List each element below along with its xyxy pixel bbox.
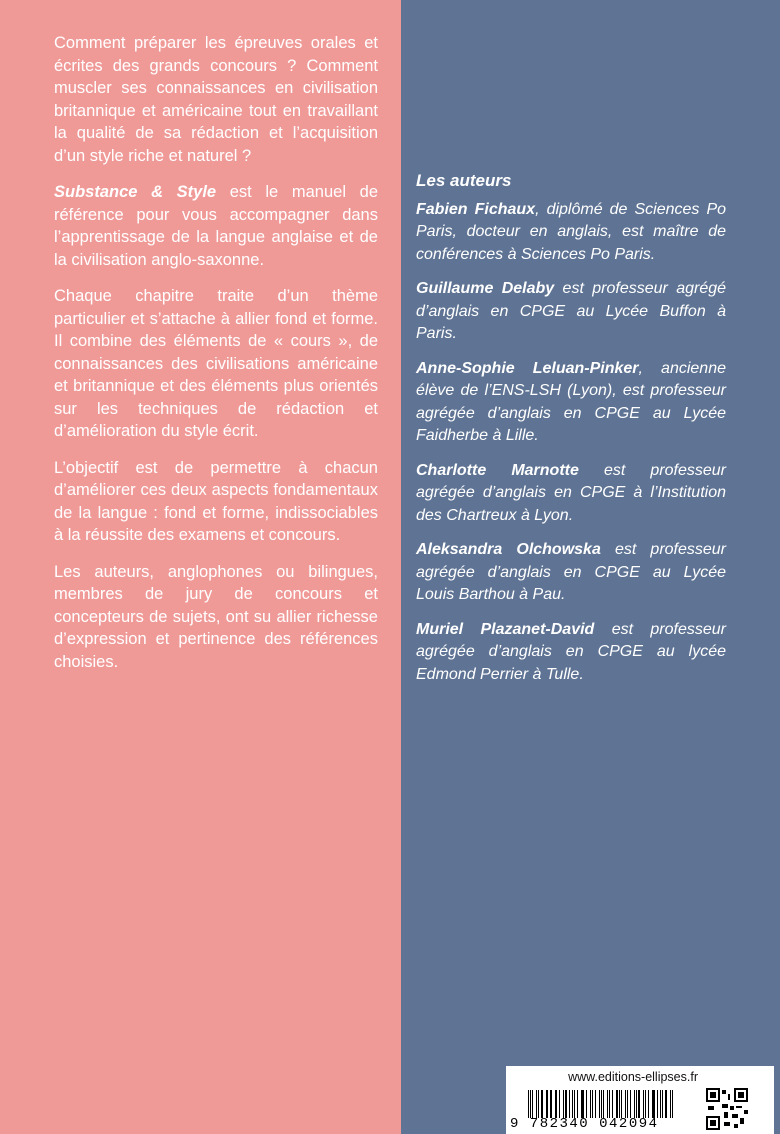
author-bio: , ancienne élève de l’ENS-LSH (Lyon), est professeur agrégée d’anglais en CPGE au Lycée Faidherbe à Lille. — [416, 359, 726, 444]
author-bio: est professeur agrégée d’anglais en CPGE à l’Institution des Chartreux à Lyon. — [416, 461, 726, 524]
blurb-paragraph-3: Chaque chapitre traite d’un thème particulier et s’attache à allier fond et forme. Il combine des éléments de « cours », de connaissances des civilisations américaine et britannique et des éléments plus orientés sur les techniques de rédaction et d’amélioration du style écrit. — [54, 287, 378, 440]
author-name: Muriel Plazanet-David — [416, 620, 595, 638]
barcode-bar — [572, 1090, 573, 1118]
barcode-bar — [625, 1090, 626, 1118]
barcode-bar — [550, 1090, 551, 1118]
author-bio: est professeur agrégée d’anglais en CPGE au lycée Edmond Perrier à Tulle. — [416, 620, 727, 683]
blurb-paragraph-4: L’objectif est de permettre à chacun d’améliorer ces deux aspects fondamentaux de la langue : fond et forme, indissociables à la réussite des examens et concours. — [54, 458, 378, 544]
barcode-bar — [652, 1090, 653, 1118]
barcode-bar — [636, 1090, 637, 1118]
isbn-number: 9 782340 042094 — [510, 1116, 659, 1132]
blurb-paragraph-2 — [54, 181, 378, 271]
blurb — [54, 32, 378, 687]
barcode-bar — [555, 1090, 556, 1118]
book-title: Substance & Style — [54, 183, 217, 201]
barcode-bar — [577, 1090, 578, 1118]
barcode-bar — [563, 1090, 565, 1118]
barcode-bar — [643, 1090, 644, 1118]
barcode-bar — [660, 1090, 661, 1118]
authors-section — [416, 170, 726, 698]
barcode-bar — [638, 1090, 640, 1118]
barcode-bar — [627, 1090, 628, 1118]
barcode-bar — [528, 1090, 529, 1118]
barcode-bar — [619, 1090, 620, 1118]
barcode-bar — [657, 1090, 658, 1118]
author-name: Charlotte Marnotte — [416, 461, 579, 479]
blurb-paragraph-5: Les auteurs, anglophones ou bilingues, membres de jury de concours et concepteurs de sujets, ont su allier richesse d’expression et pertinence des références choisies. — [54, 562, 378, 671]
barcode-bar — [556, 1090, 557, 1118]
barcode-bar — [559, 1090, 560, 1118]
author-entry — [416, 539, 726, 607]
author-name: Fabien Fichaux — [416, 200, 536, 218]
barcode-bar — [653, 1090, 654, 1118]
barcode-bar — [601, 1090, 602, 1118]
barcode-bar — [565, 1090, 566, 1118]
author-entry — [416, 278, 726, 346]
author-entry — [416, 358, 726, 448]
barcode-bar — [645, 1090, 646, 1118]
author-name: Anne-Sophie Leluan-Pinker — [416, 359, 639, 377]
barcode-bar — [547, 1090, 548, 1118]
barcode-bar — [612, 1090, 613, 1118]
barcode-bar — [541, 1090, 543, 1118]
barcode-bar — [634, 1090, 635, 1118]
author-name: Aleksandra Olchowska — [416, 541, 601, 558]
barcode-bar — [586, 1090, 588, 1118]
qr-code — [706, 1088, 748, 1130]
author-entry — [416, 460, 726, 528]
barcode-bar — [621, 1090, 622, 1118]
blurb-paragraph-2-text: est le manuel de référence pour vous accompagner dans l’apprentissage de la langue anglaise et de la civilisation anglo-saxonne. — [54, 183, 378, 269]
barcode-bar — [595, 1090, 596, 1118]
author-bio: est professeur agrégé d’anglais en CPGE au Lycée Buffon à Paris. — [416, 280, 727, 342]
barcode-bar — [532, 1090, 533, 1118]
barcode-bar — [590, 1090, 591, 1118]
barcode-bar — [670, 1090, 671, 1118]
barcode-bar — [616, 1090, 618, 1118]
barcode-bar — [569, 1090, 570, 1118]
barcode-bar — [607, 1090, 608, 1118]
author-name: Guillaume Delaby — [416, 280, 555, 297]
author-bio: , diplômé de Sciences Po Paris, docteur en anglais, est maître de conférences à Sciences Po Paris. — [416, 200, 727, 263]
barcode-bar — [662, 1090, 663, 1118]
author-entry — [416, 619, 726, 687]
barcode-bar — [530, 1090, 531, 1118]
barcode-bar — [592, 1090, 593, 1118]
publisher-website: www.editions-ellipses.fr — [568, 1070, 698, 1084]
barcode — [528, 1090, 674, 1118]
blurb-paragraph-1: Comment préparer les épreuves orales et écrites des grands concours ? Comment muscler ses connaissances en civilisation britannique et américaine tout en travaillant la qualité de sa rédaction et l’acquisition d’un style riche et naturel ? — [54, 34, 378, 165]
barcode-bar — [599, 1090, 600, 1118]
barcode-bar — [603, 1090, 604, 1118]
barcode-bar — [546, 1090, 547, 1118]
barcode-bar — [582, 1090, 583, 1118]
barcode-bar — [538, 1090, 539, 1118]
barcode-bar — [536, 1090, 537, 1118]
barcode-bar — [630, 1090, 631, 1118]
barcode-bar — [672, 1090, 673, 1118]
barcode-bar — [609, 1090, 610, 1118]
barcode-box — [506, 1066, 774, 1134]
barcode-bar — [648, 1090, 649, 1118]
authors-heading: Les auteurs — [416, 171, 512, 190]
barcode-bar — [665, 1090, 667, 1118]
barcode-bar — [574, 1090, 575, 1118]
author-entry — [416, 199, 726, 267]
author-bio: est professeur agrégée d’anglais en CPGE au Lycée Louis Barthou à Pau. — [416, 541, 727, 603]
barcode-bar — [581, 1090, 582, 1118]
